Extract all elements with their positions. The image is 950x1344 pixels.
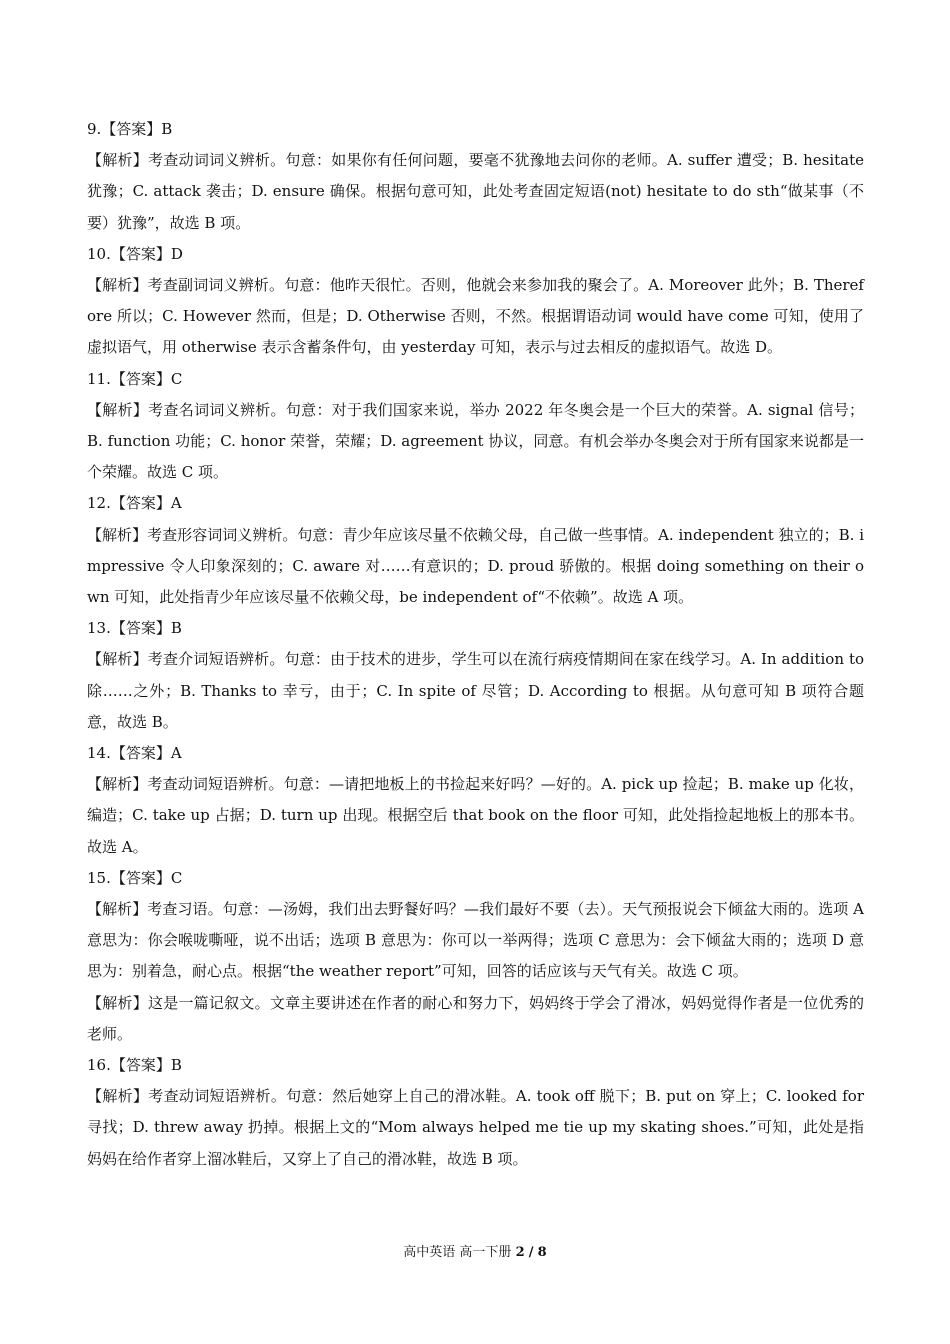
question-13 [87, 613, 864, 738]
analysis-text: 【解析】考查名词词义辨析。句意：对于我们国家来说，举办 2022 年冬奥会是一个巨大的荣誉。A. signal 信号；B. function 功能；C. honor 荣誉，荣耀；D. agreement 协议，同意。有机会举办冬奥会对于所有国家来说都是一个荣耀。故选 C 项。 [87, 400, 864, 482]
answer-label: 13.【答案】B [87, 619, 182, 638]
analysis-text: 【解析】考查形容词词义辨析。句意：青少年应该尽量不依赖父母，自己做一些事情。A. independent 独立的；B. impressive 令人印象深刻的；C. aware 对……有意识的；D. proud 骄傲的。根据 doing something on their own 可知，此处指青少年应该尽量不依赖父母，be independent of“不依赖”。故选 A 项。 [87, 525, 864, 606]
analysis-text: 【解析】考查动词词义辨析。句意：如果你有任何问题，要毫不犹豫地去问你的老师。A. suffer 遭受；B. hesitate 犹豫；C. attack 袭击；D. ensure 确保。根据句意可知，此处考查固定短语(not) hesitate to do sth“做某事（不要）犹豫”，故选 B 项。 [87, 151, 864, 232]
passage-summary [87, 988, 864, 1050]
analysis-text: 【解析】考查副词词义辨析。句意：他昨天很忙。否则，他就会来参加我的聚会了。A. Moreover 此外；B. Therefore 所以；C. However 然而，但是；D. Otherwise 否则，不然。根据谓语动词 would have come 可知，使用了虚拟语气，用 otherwise 表示含蓄条件句，由 yesterday 可知，表示与过去相反的虚拟语气。故选 D。 [87, 275, 864, 357]
answer-label: 10.【答案】D [87, 244, 183, 263]
question-16 [87, 1050, 864, 1175]
question-12 [87, 488, 864, 613]
question-11 [87, 364, 864, 489]
answer-label: 16.【答案】B [87, 1055, 182, 1074]
analysis-text: 【解析】考查动词短语辨析。句意：—请把地板上的书捡起来好吗？—好的。A. pick up 捡起；B. make up 化妆，编造；C. take up 占据；D. turn up 出现。根据空后 that book on the floor 可知，此处指捡起地板上的那本书。故选 A。 [87, 775, 864, 856]
question-10 [87, 239, 864, 364]
answer-label: 12.【答案】A [87, 494, 182, 513]
question-14 [87, 738, 864, 863]
question-15 [87, 863, 864, 988]
answer-label: 11.【答案】C [87, 369, 183, 388]
page-footer [0, 1243, 950, 1263]
analysis-text: 【解析】考查介词短语辨析。句意：由于技术的进步，学生可以在流行病疫情期间在家在线学习。A. In addition to 除……之外；B. Thanks to 幸亏，由于；C. In spite of 尽管；D. According to 根据。从句意可知 B 项符合题意，故选 B。 [87, 650, 864, 731]
analysis-text: 【解析】这是一篇记叙文。文章主要讲述在作者的耐心和努力下，妈妈终于学会了滑冰，妈妈觉得作者是一位优秀的老师。 [87, 993, 864, 1043]
answer-label: 9.【答案】B [87, 120, 173, 138]
answer-analysis-content [87, 114, 864, 1175]
footer-separator: / [528, 1245, 534, 1260]
footer-subject: 高中英语 高一下册 [403, 1245, 512, 1260]
analysis-text: 【解析】考查习语。句意：—汤姆，我们出去野餐好吗？—我们最好不要（去）。天气预报说会下倾盆大雨的。选项 A 意思为：你会喉咙嘶哑，说不出话；选项 B 意思为：你可以一举两得；选项 C 意思为：会下倾盆大雨的；选项 D 意思为：别着急，耐心点。根据“the weather report”可知，回答的话应该与天气有关。故选 C 项。 [87, 899, 864, 981]
analysis-text: 【解析】考查动词短语辨析。句意：然后她穿上自己的滑冰鞋。A. took off 脱下；B. put on 穿上；C. looked for 寻找；D. threw away 扔掉。根据上文的“Mom always helped me tie up my skating shoes.”可知，此处是指妈妈在给作者穿上溜冰鞋后，又穿上了自己的滑冰鞋，故选 B 项。 [87, 1087, 864, 1168]
question-9 [87, 114, 864, 239]
answer-label: 15.【答案】C [87, 868, 183, 887]
footer-page-number: 2 [515, 1245, 525, 1260]
answer-label: 14.【答案】A [87, 743, 182, 762]
footer-total-pages: 8 [537, 1245, 547, 1260]
